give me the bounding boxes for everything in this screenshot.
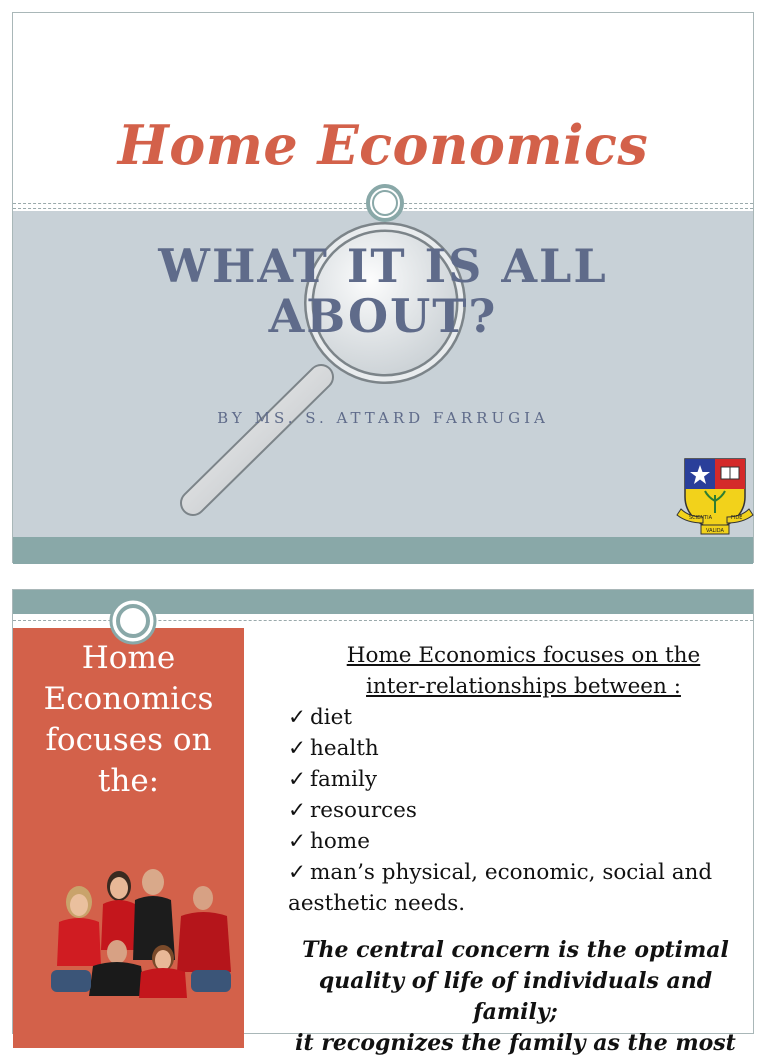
- check-icon: ✓: [288, 829, 307, 854]
- intro-line: inter-relationships between :: [366, 674, 681, 699]
- panel-heading-line: Home: [81, 640, 176, 676]
- magnifying-glass-icon: [173, 181, 513, 521]
- list-item-label: health: [310, 736, 379, 761]
- content-text: [288, 640, 743, 1059]
- list-item: [288, 795, 743, 826]
- check-icon: ✓: [288, 798, 307, 823]
- crest-motto-text: VALIDA: [706, 528, 724, 534]
- check-icon: ✓: [288, 736, 307, 761]
- concern-line: The central concern is the optimal: [302, 937, 729, 963]
- crest-motto-text: SCIENTIA: [689, 515, 712, 521]
- intro-line: Home Economics focuses on the: [346, 643, 701, 668]
- list-item: [288, 764, 743, 795]
- author-byline: BY MS. S. ATTARD FARRUGIA: [217, 409, 549, 427]
- subtitle-line: WHAT IT IS ALL: [158, 239, 608, 293]
- title-slide: [12, 12, 754, 563]
- list-item: [288, 702, 743, 733]
- concern-line: it recognizes the family as the most: [295, 1030, 736, 1056]
- list-item-label: home: [310, 829, 370, 854]
- panel-heading-line: the:: [97, 763, 160, 799]
- crest-motto-text: FIDE: [731, 515, 743, 521]
- panel-heading: [13, 638, 244, 802]
- subtitle-line: ABOUT?: [268, 289, 498, 343]
- concern-line: quality of life of individuals and family;: [318, 968, 713, 1025]
- check-icon: ✓: [288, 767, 307, 792]
- list-item: [288, 857, 743, 888]
- school-crest-logo: [675, 453, 755, 538]
- check-icon: ✓: [288, 860, 307, 885]
- list-item-label: man’s physical, economic, social and: [310, 860, 713, 885]
- list-item: [288, 733, 743, 764]
- list-item-continuation: aesthetic needs.: [288, 891, 466, 916]
- list-item: [288, 826, 743, 857]
- list-item-label: diet: [310, 705, 353, 730]
- content-slide: [12, 589, 754, 1056]
- panel-heading-line: Economics: [43, 681, 214, 717]
- list-item-label: resources: [310, 798, 417, 823]
- slide-title: Home Economics: [117, 113, 649, 177]
- panel-heading-line: focuses on: [45, 722, 212, 758]
- bottom-bar: [13, 537, 753, 564]
- list-item-label: family: [310, 767, 378, 792]
- slide-subtitle: [13, 241, 753, 341]
- central-concern-statement: [288, 935, 743, 1059]
- check-icon: ✓: [288, 705, 307, 730]
- intro-heading: [288, 640, 743, 702]
- family-photo-image: [41, 860, 237, 1000]
